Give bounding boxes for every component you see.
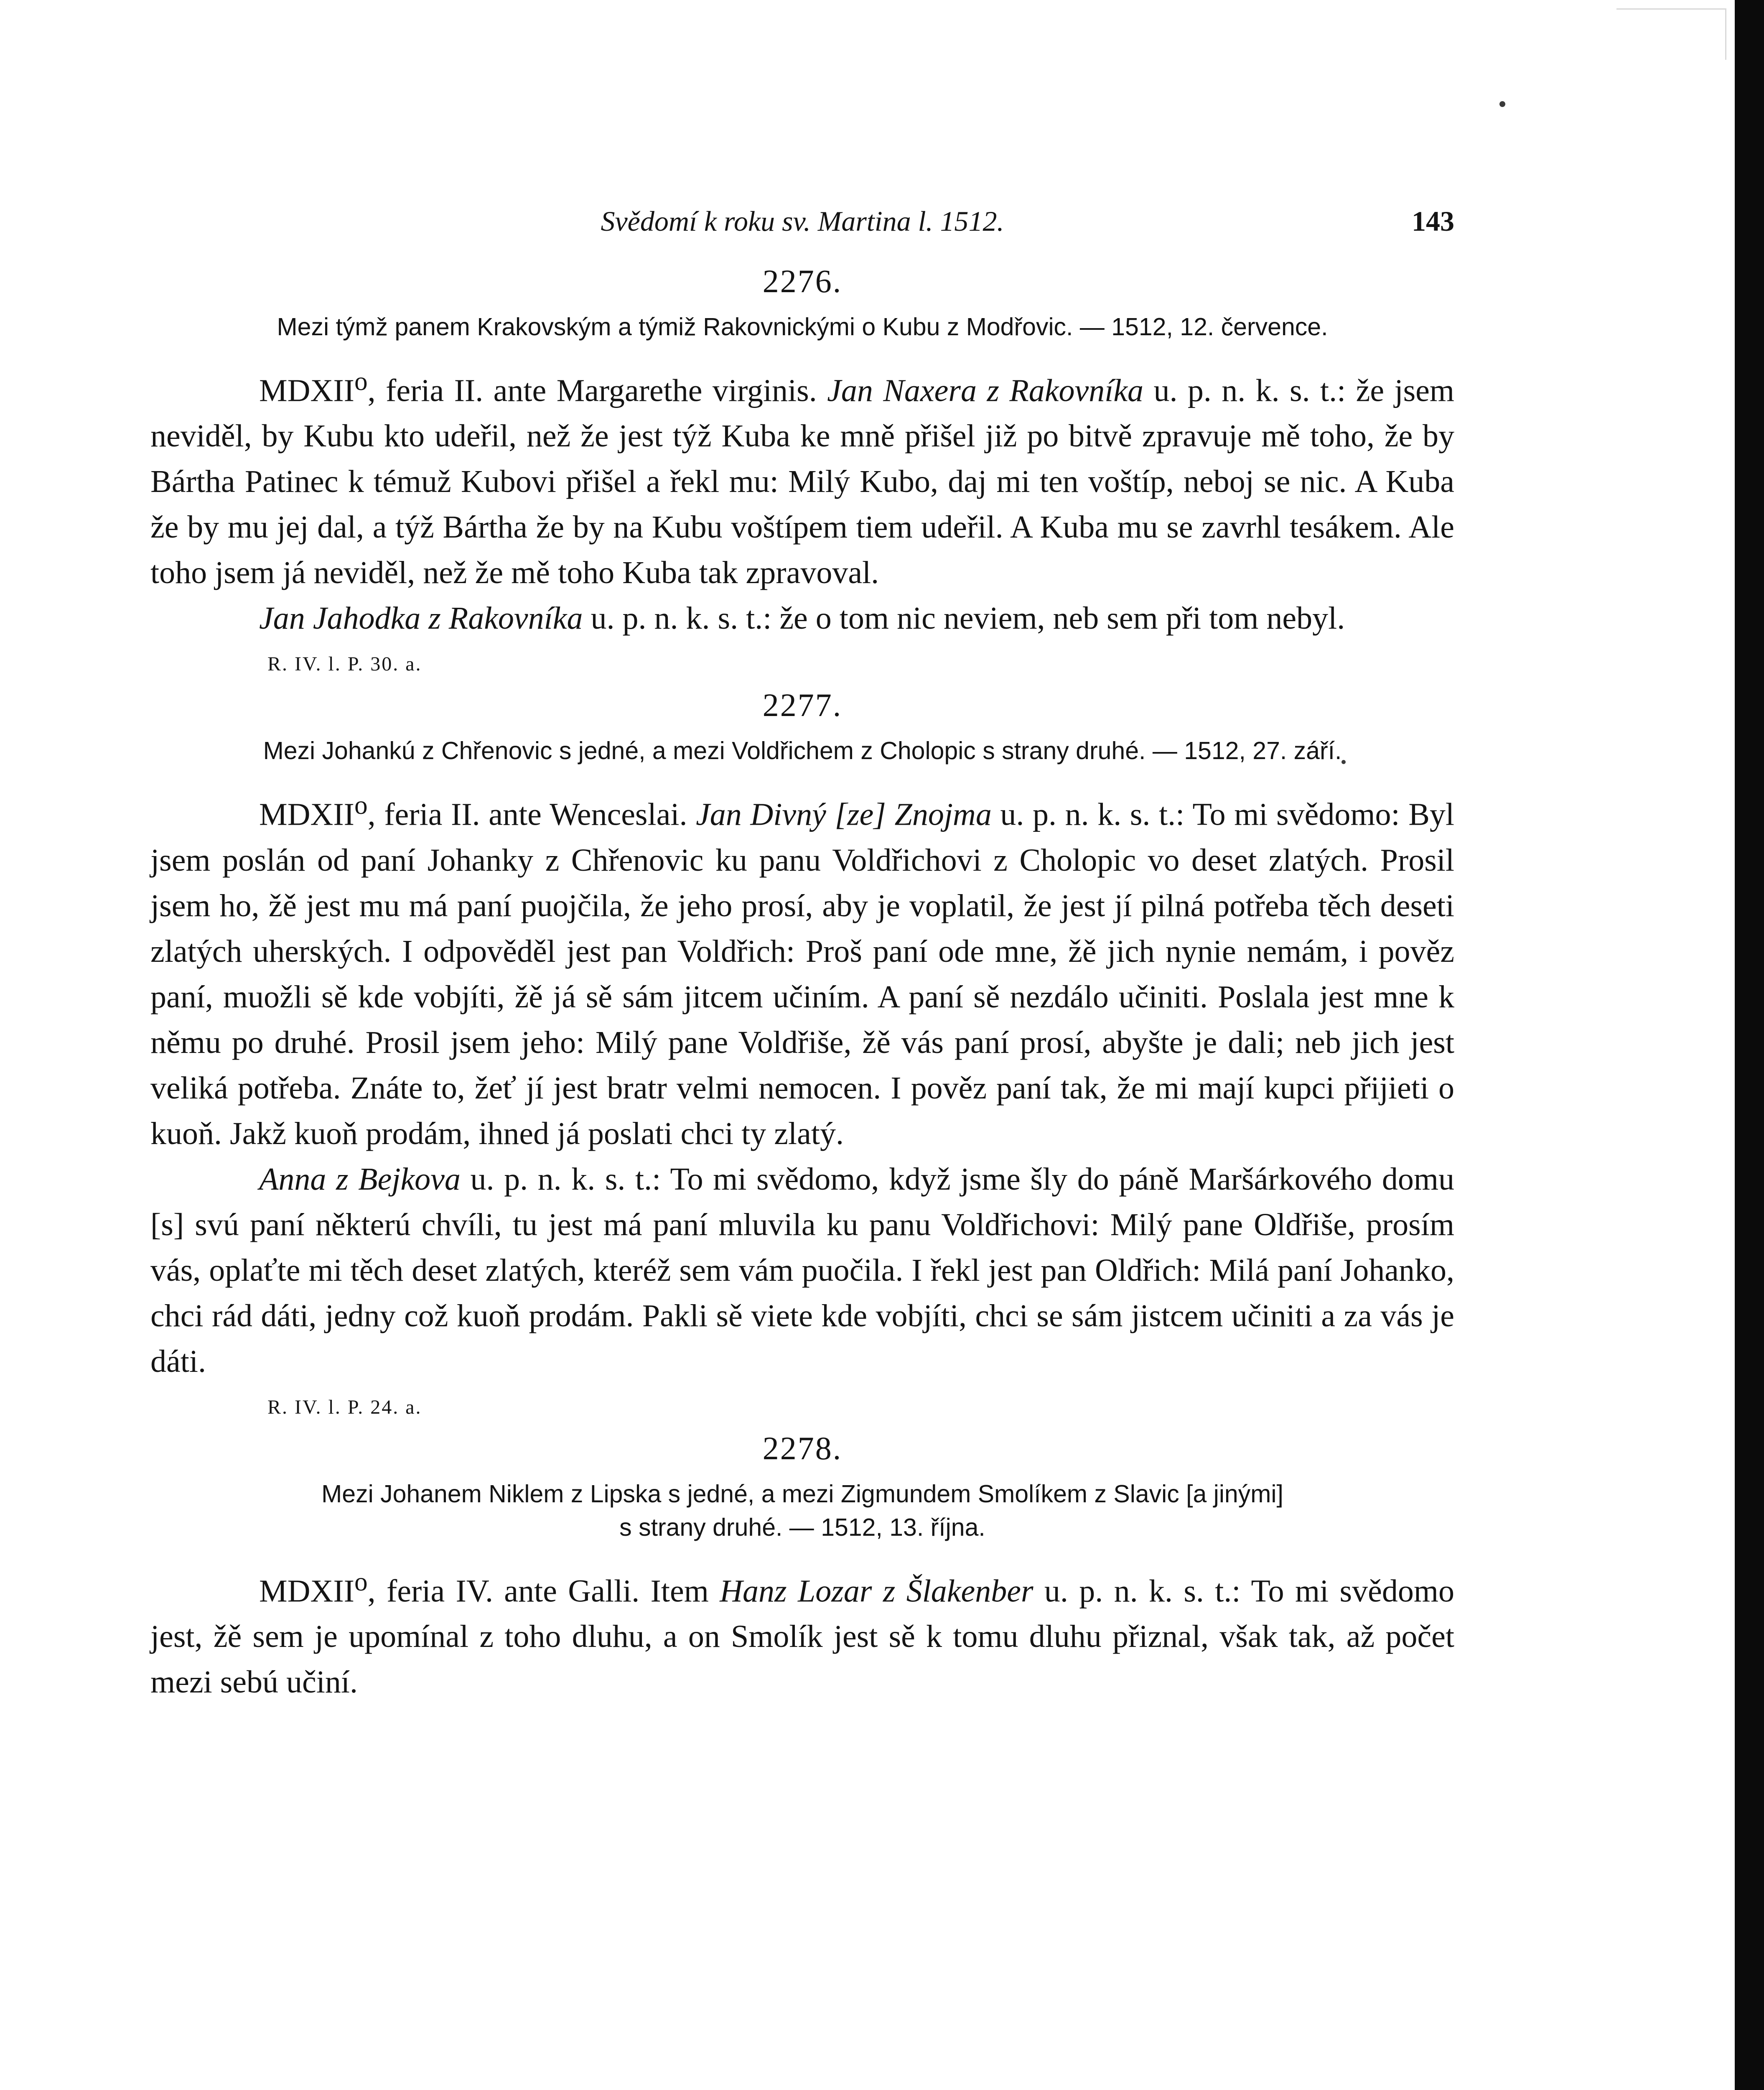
scan-corner-mark xyxy=(1616,8,1726,60)
testimony-paragraph: MDXII$^o$, feria II. ante Margarethe virginis. Jan Naxera z Rakovníka u. p. n. k. s. t.: že jsem neviděl, by Kubu kto udeřil, než že jest týž Kuba ke mně přišel již po bitvě zpravuje mě toho, že by Bártha Patinec k témuž Kubovi přišel a řekl mu: Milý Kubo, daj mi ten voštíp, neboj se nic. A Kuba že by mu jej dal, a týž Bártha že by na Kubu voštípem tiem udeřil. A Kuba mu se zavrhl tesákem. Ale toho jsem já neviděl, než že mě toho Kuba tak zpravoval. xyxy=(150,367,1454,591)
document-heading: Mezi Johanem Niklem z Lipska s jedné, a mezi Zigmundem Smolíkem z Slavic [a jinými] s strany druhé. — 1512, 13. října. xyxy=(321,1480,1283,1541)
witness-name: Jan Naxera z Rakovníka xyxy=(827,373,1144,408)
source-reference: R. IV. l. P. 24. a. xyxy=(267,1396,422,1418)
document-number: 2277. xyxy=(762,687,843,724)
page-header xyxy=(150,196,1454,259)
testimony-paragraph: Anna z Bejkova u. p. n. k. s. t.: To mi svědomo, když jsme šly do páně Maršárkového domu [s] svú paní některú chvíli, tu jest má paní mluvila ku panu Voldřichovi: Milý pane Oldřiše, prosím vás, oplaťte mi těch deset zlatých, kteréž sem vám puočila. I řekl jest pan Oldřich: Milá paní Johanko, chci rád dáti, jedny což kuoň prodám. Pakli sě viete kde vobjíti, chci se sám jistcem učiniti a za vás je dáti. xyxy=(150,1161,1454,1379)
witness-name: Anna z Bejkova xyxy=(259,1161,461,1197)
witness-name: Jan Divný [ze] Znojma xyxy=(696,797,992,832)
witness-name: Jan Jahodka z Rakovníka xyxy=(259,601,583,636)
page-content xyxy=(150,196,1454,1705)
document-number: 2276. xyxy=(762,263,843,299)
page-number: 143 xyxy=(1412,205,1454,237)
running-title: Svědomí k roku sv. Martina l. 1512. xyxy=(601,205,1004,237)
scan-speck xyxy=(1499,101,1505,107)
testimony-paragraph: MDXII$^o$, feria IV. ante Galli. Item Hanz Lozar z Šlakenber u. p. n. k. s. t.: To mi svědomo jest, žě sem je upomínal z toho dluhu, a on Smolík jest sě k tomu dluhu přiznal, však tak, až počet mezi sebú učiní. xyxy=(150,1567,1454,1700)
source-reference: R. IV. l. P. 30. a. xyxy=(267,653,422,675)
testimony-paragraph: MDXII$^o$, feria II. ante Wenceslai. Jan Divný [ze] Znojma u. p. n. k. s. t.: To mi svědomo: Byl jsem poslán od paní Johanky z Chřenovic ku panu Voldřichovi z Cholopic vo deset zlatých. Prosil jsem ho, žě jest mu má paní puojčila, že jeho prosí, aby je voplatil, že jest jí pilná potřeba těch deseti zlatých uherských. I odpověděl jest pan Voldřich: Proš paní ode mne, žě jich nynie nemám, i pověz paní, muožli sě kde vobjíti, žě já sě sám jitcem učiním. A paní sě nezdálo učiniti. Poslala jest mne k němu po druhé. Prosil jsem jeho: Milý pane Voldřiše, žě vás paní prosí, abyšte je dali; neb jich jest veliká potřeba. Znáte to, žeť jí jest bratr velmi nemocen. I pověz paní tak, že mi mají kupci přijieti o kuoň. Jakž kuoň prodám, ihned já poslati chci ty zlatý. xyxy=(150,790,1454,1151)
document-heading: Mezi Johankú z Chřenovic s jedné, a mezi Voldřichem z Cholopic s strany druhé. — 1512, 27. září. xyxy=(263,737,1342,765)
scan-edge-right xyxy=(1735,0,1764,2090)
testimony-paragraph: Jan Jahodka z Rakovníka u. p. n. k. s. t.: že o tom nic neviem, neb sem při tom nebyl. xyxy=(259,601,1345,636)
document-heading: Mezi týmž panem Krakovským a týmiž Rakovnickými o Kubu z Modřovic. — 1512, 12. července. xyxy=(277,313,1328,341)
witness-name: Hanz Lozar z Šlakenber xyxy=(720,1573,1033,1608)
document-number: 2278. xyxy=(762,1430,843,1466)
